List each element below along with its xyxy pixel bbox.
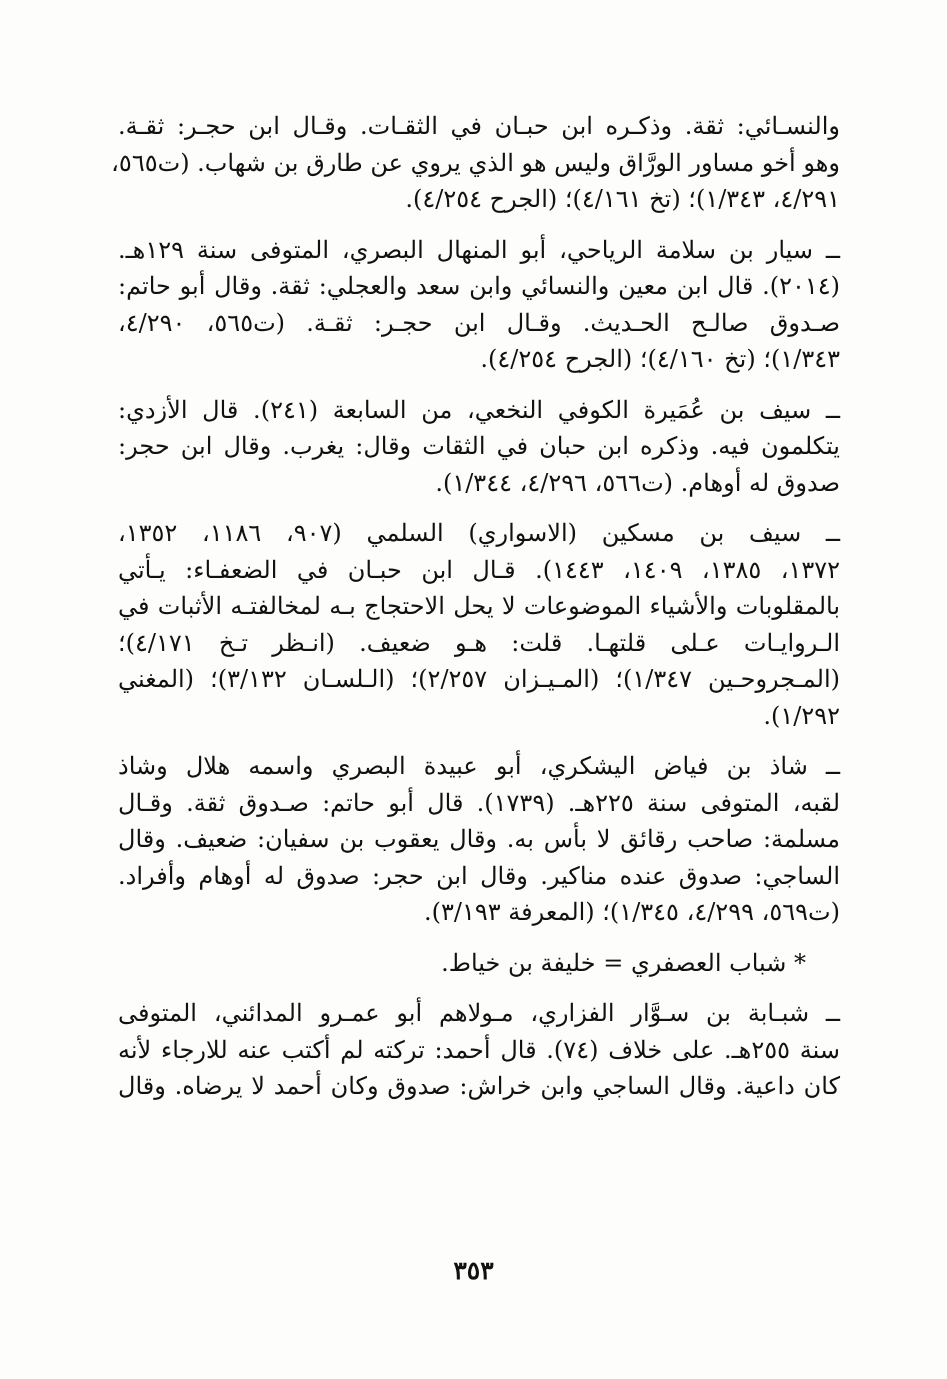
entry-shadh-bin-fayyad [118, 748, 840, 931]
text-line: ــ سيف بن مسكين (الاسواري) السلمي (٩٠٧، ١١٨٦، ١٣٥٢، [118, 519, 840, 547]
text-line: يتكلمون فيه. وذكره ابن حبان في الثقات وقال: يغرب. وقال ابن حجر: [118, 432, 840, 460]
entry-sayf-bin-miskin [118, 515, 840, 734]
text-line: لقبه، المتوفى سنة ٢٢٥هـ. (١٧٣٩). قال أبو حاتم: صـدوق ثقة. وقـال [118, 788, 841, 817]
entry-sayf-bin-umayra [118, 392, 840, 502]
text-line: كان داعية. وقال الساجي وابن خراش: صدوق وكان أحمد لا يرضاه. وقال [118, 1072, 840, 1100]
entry-shababa-bin-sawwar [118, 995, 840, 1105]
text-line: (٢٠١٤). قال ابن معين والنسائي وابن سعد والعجلي: ثقة. وقال أبو حاتم: [118, 272, 840, 300]
text-line: ١/٣٤٣)؛ (تخ ٤/١٦٠)؛ (الجرح ٤/٢٥٤). [480, 345, 840, 373]
text-line: ــ شبـابة بن سـوَّار الفزاري، مـولاهم أبو عمـرو المدائني، المتوفى [118, 999, 840, 1027]
text-line: صـدوق صالـح الحـديث. وقـال ابن حجـر: ثقـة. (ت٥٦٥، ٤/٢٩٠، [118, 308, 841, 337]
text-line: وهو أخو مساور الورَّاق وليس هو الذي يروي عن طارق بن شهاب. (ت٥٦٥، [111, 148, 840, 177]
text-line: ١٣٧٢، ١٣٨٥، ١٤٠٩، ١٤٤٣). قـال ابن حبـان في الضعفـاء: يـأتي [118, 555, 841, 584]
text-line: والنسـائي: ثقة. وذكـره ابن حبـان في الثقـات. وقـال ابن حجـر: ثقـة. [118, 112, 840, 140]
entry-nasai-continuation [111, 108, 840, 218]
text-line: مسلمة: صاحب رقائق لا بأس به. وقال يعقوب بن سفيان: ضعيف. وقال [118, 825, 840, 853]
page-number: ٣٥٣ [453, 1256, 494, 1285]
text-line: (ت٥٦٩، ٤/٢٩٩، ١/٣٤٥)؛ (المعرفة ٣/١٩٣). [424, 898, 840, 926]
text-line: صدوق له أوهام. (ت٥٦٦، ٤/٢٩٦، ١/٣٤٤). [435, 468, 840, 497]
text-line: (المـجروحـين ١/٣٤٧)؛ (المـيـزان ٢/٢٥٧)؛ (الـلسـان ٣/١٣٢)؛ (المغني [118, 665, 841, 693]
text-line: الساجي: صدوق عنده مناكير. وقال ابن حجر: صدوق له أوهام وأفراد. [118, 861, 840, 890]
text-line: بالمقلوبات والأشياء الموضوعات لا يحل الاحتجاج بـه لمخالفتـه الأثبات في [118, 592, 840, 620]
page-body [111, 108, 841, 1308]
text-line: ــ سيف بن عُمَيرة الكوفي النخعي، من السابعة (٢٤١). قال الأزدي: [118, 395, 840, 424]
entry-sayyar-bin-salama [118, 232, 840, 378]
text-line: ــ شاذ بن فياض اليشكري، أبو عبيدة البصري واسمه هلال وشاذ [118, 752, 840, 780]
text-line: سنة ٢٥٥هـ. على خلاف (٧٤). قال أحمد: تركته لم أكتب عنه للارجاء لأنه [118, 1035, 840, 1064]
text-line: الـروايـات عـلى قلتهـا. قلت: هـو ضعيف. (انـظر تـخ ٤/١٧١)؛ [118, 628, 840, 657]
text-line: ٤/٢٩١، ١/٣٤٣)؛ (تخ ٤/١٦١)؛ (الجرح ٤/٢٥٤). [405, 185, 840, 213]
text-line: * شباب العصفري = خليفة بن خياط. [441, 948, 806, 977]
text-line: ــ سيار بن سلامة الرياحي، أبو المنهال البصري، المتوفى سنة ١٢٩هـ. [118, 235, 840, 264]
entry-shabab-al-usfuri [118, 945, 840, 982]
text-line: ١/٢٩٢). [763, 701, 840, 730]
